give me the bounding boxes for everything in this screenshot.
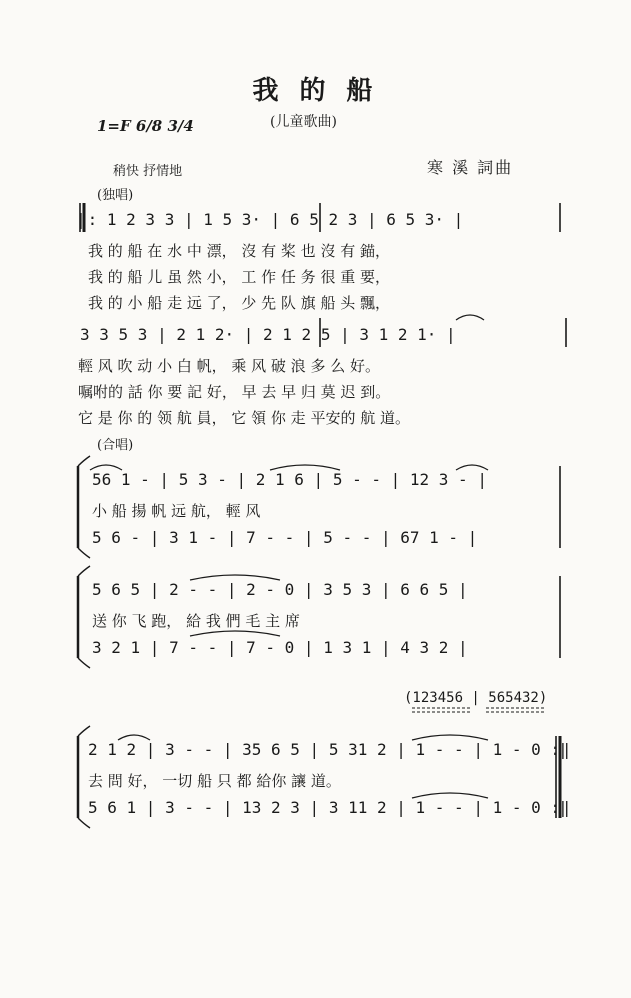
solo-line2-lyrics-verse1: 輕 风 吹 动 小 白 帆， 乘 风 破 浪 多 么 好。	[78, 357, 380, 375]
song-title: 我 的 船	[252, 76, 379, 106]
song-subtitle: (儿童歌曲)	[270, 114, 337, 130]
chorus-line3-lyrics: 去 問 好， 一切 船 只 都 給你 讓 道。	[88, 772, 341, 790]
chorus-line2-lower: 3 2 1 | 7 - - | 7 - 0 | 1 3 1 | 4 3 2 |	[92, 638, 468, 657]
chorus-line1-upper: 56 1 - | 5 3 - | 2 1 6 | 5 - - | 12 3 - |	[92, 470, 487, 489]
interlude-underlines	[412, 708, 544, 712]
tempo-marking: 稍快 抒情地	[113, 164, 183, 179]
solo-line2-notes: 3 3 5 3 | 2 1 2· | 2 1 2 5 | 3 1 2 1· |	[80, 325, 456, 344]
chorus-line1-lyrics: 小 船 揚 帆 远 航， 輕 风	[92, 502, 261, 520]
chorus-end-barlines	[556, 466, 560, 818]
solo-line2-lyrics-verse2: 嘱咐的 話 你 要 記 好， 早 去 早 归 莫 迟 到。	[78, 383, 391, 401]
chorus-line3-upper: 2 1 2 | 3 - - | 35 6 5 | 5 31 2 | 1 - - | 1 - 0 :‖	[88, 740, 570, 759]
chorus-line2-upper: 5 6 5 | 2 - - | 2 - 0 | 3 5 3 | 6 6 5 |	[92, 580, 468, 599]
chorus-line1-lower: 5 6 - | 3 1 - | 7 - - | 5 - - | 67 1 - |	[92, 528, 478, 547]
interlude-notes: (123456 | 565432)	[404, 690, 548, 706]
chorus-label: (合唱)	[97, 438, 134, 453]
solo-line2-lyrics-verse3: 它 是 你 的 领 航 員， 它 領 你 走 平安的 航 道。	[78, 409, 410, 427]
solo-line1-lyrics-verse3: 我 的 小 船 走 远 了， 少 先 队 旗 船 头 飄，	[88, 294, 390, 312]
solo-line1-notes: ‖: 1 2 3 3 | 1 5 3· | 6 5 2 3 | 6 5 3· |	[78, 210, 464, 229]
chorus-line3-lower: 5 6 1 | 3 - - | 13 2 3 | 3 11 2 | 1 - - | 1 - 0 :‖	[88, 798, 570, 817]
key-signature: 1=F 6/8 3/4	[97, 117, 194, 135]
solo-line1-lyrics-verse2: 我 的 船 儿 虽 然 小， 工 作 任 务 很 重 要，	[88, 268, 390, 286]
solo-label: (独唱)	[97, 188, 134, 203]
solo-line1-lyrics-verse1: 我 的 船 在 水 中 漂， 沒 有 桨 也 沒 有 錨，	[88, 242, 390, 260]
chorus-line2-lyrics: 送 你 飞 跑， 給 我 們 毛 主 席	[92, 612, 300, 630]
composer-credit: 寒 溪 詞曲	[427, 158, 514, 177]
